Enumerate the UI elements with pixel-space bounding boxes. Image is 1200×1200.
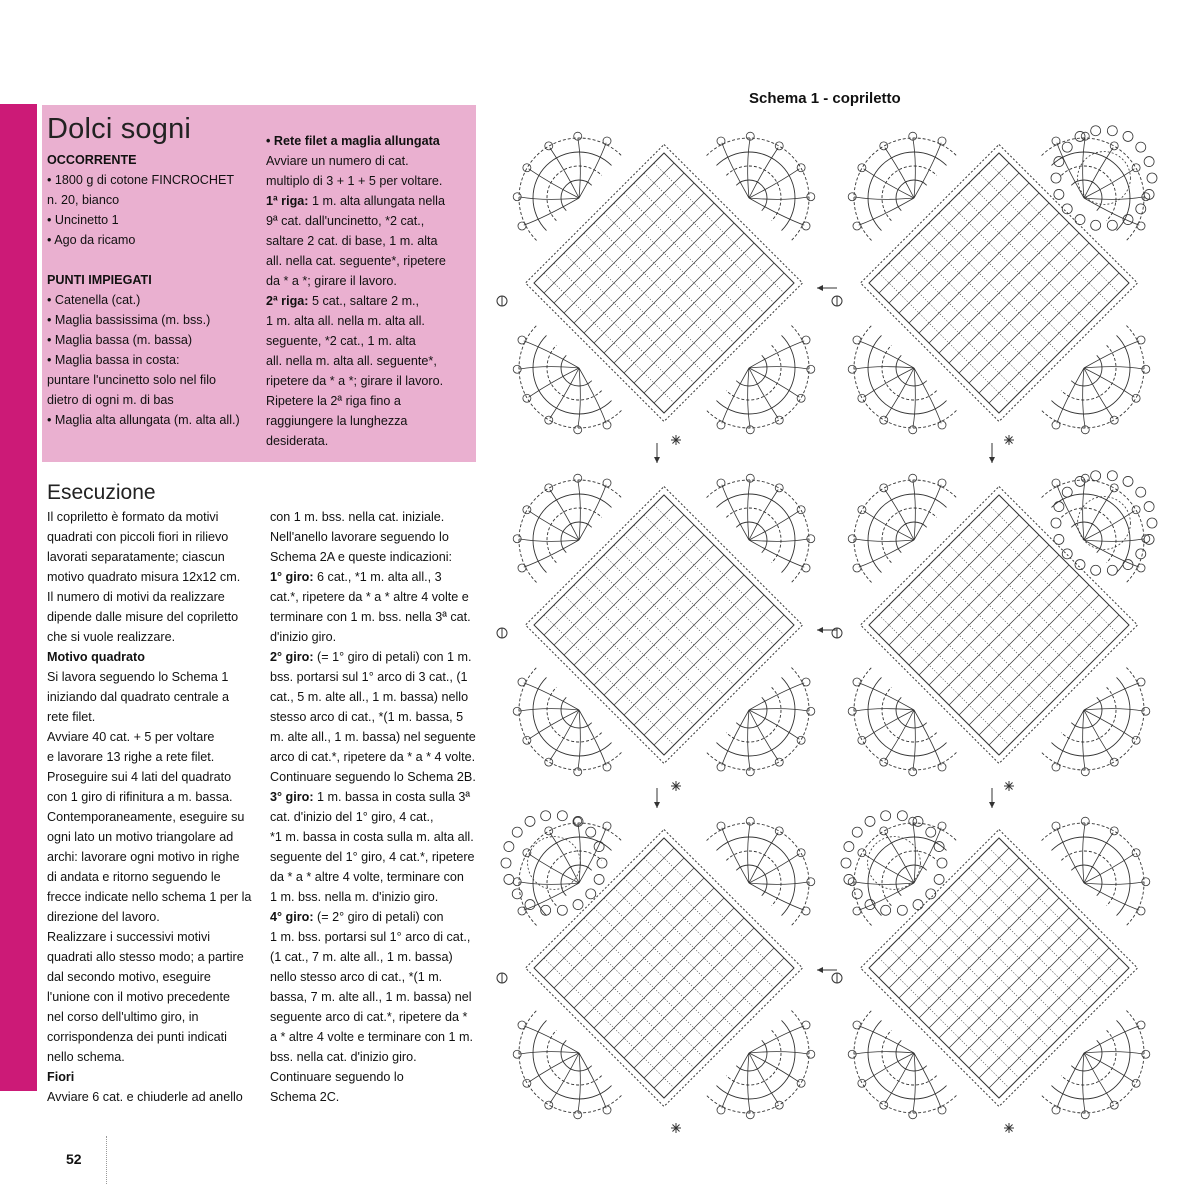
lace-arch-motif	[825, 323, 960, 458]
text-line	[270, 787, 476, 807]
lace-arch-motif	[825, 794, 960, 929]
line-text: seguente arco di cat.*, ripetere da *	[270, 1010, 468, 1024]
line-text: dipende dalle misure del copriletto	[47, 610, 239, 624]
text-line	[270, 887, 476, 907]
line-text: 9ª cat. dall'uncinetto, *2 cat.,	[266, 214, 425, 228]
line-text: nello schema.	[47, 1050, 125, 1064]
text-line	[270, 627, 476, 647]
line-text: terminare con 1 m. bss. nella 3ª cat.	[270, 610, 471, 624]
text-line	[270, 567, 476, 587]
text-line	[47, 827, 251, 847]
text-line	[270, 507, 476, 527]
square-motif	[861, 830, 1138, 1107]
star-mark	[671, 435, 681, 445]
page-divider	[106, 1136, 107, 1184]
esecuzione-left-column	[47, 507, 251, 1107]
direction-arrow	[817, 627, 837, 633]
direction-arrow	[654, 788, 660, 808]
text-line	[266, 311, 446, 331]
text-line	[266, 211, 446, 231]
direction-arrow	[817, 967, 837, 973]
lace-arch-motif	[1039, 118, 1170, 243]
text-line	[47, 767, 251, 787]
line-text: motivo quadrato misura 12x12 cm.	[47, 570, 241, 584]
start-mark	[497, 296, 507, 306]
line-text: (= 2° giro di petali) con	[313, 910, 444, 924]
schema-title: Schema 1 - copriletto	[749, 90, 901, 107]
text-line	[266, 431, 446, 451]
line-text: 1 m. alta all. nella m. alta all.	[266, 314, 425, 328]
line-text: rete filet.	[47, 710, 96, 724]
line-text: seguente del 1° giro, 4 cat.*, ripetere	[270, 850, 475, 864]
lace-arch-motif	[825, 1008, 960, 1143]
star-mark	[1004, 1123, 1014, 1133]
bold-label: 2ª riga:	[266, 294, 309, 308]
text-line	[270, 987, 476, 1007]
line-text: (1 cat., 7 m. alte all., 1 m. bassa)	[270, 950, 453, 964]
line-text: all. nella m. alta all. seguente*,	[266, 354, 437, 368]
lace-arch-motif	[1039, 794, 1170, 929]
text-line	[47, 1027, 251, 1047]
lace-arch-motif	[825, 118, 960, 243]
text-line: dietro di ogni m. di bas	[47, 393, 174, 407]
rete-filet-column	[266, 131, 446, 451]
line-text: Avviare 6 cat. e chiuderle ad anello	[47, 1090, 243, 1104]
bold-label: 1° giro:	[270, 570, 314, 584]
line-text: *1 m. bassa in costa sulla m. alta all.	[270, 830, 474, 844]
lace-arch-motif	[704, 665, 839, 800]
line-text: (= 1° giro di petali) con 1 m.	[313, 650, 472, 664]
occorrente-heading: OCCORRENTE	[47, 153, 137, 167]
line-text: bassa, 7 m. alte all., 1 m. bassa) nel	[270, 990, 472, 1004]
text-line	[266, 231, 446, 251]
text-line: • Catenella (cat.)	[47, 293, 141, 307]
line-text: cat., 5 m. alte all., 1 m. bassa) nello	[270, 690, 469, 704]
line-text: Contemporaneamente, eseguire su	[47, 810, 245, 824]
text-line: • Maglia bassa (m. bassa)	[47, 333, 193, 347]
text-line	[270, 1087, 476, 1107]
text-line	[47, 887, 251, 907]
text-line	[270, 1047, 476, 1067]
text-line	[266, 171, 446, 191]
lace-arch-motif	[825, 665, 960, 800]
bold-label: 1ª riga:	[266, 194, 309, 208]
line-text: bss. portarsi sul 1° arco di 3 cat., (1	[270, 670, 468, 684]
text-line	[270, 1067, 476, 1087]
line-text: che si vuole realizzare.	[47, 630, 176, 644]
line-text: stesso arco di cat., *(1 m. bassa, 5	[270, 710, 464, 724]
line-text: seguente, *2 cat., 1 m. alta	[266, 334, 416, 348]
page-edge-bar	[0, 104, 37, 1091]
crochet-chart-diagram	[494, 118, 1170, 1158]
line-text: cat.*, ripetere da * a * altre 4 volte e	[270, 590, 469, 604]
text-line	[47, 807, 251, 827]
lace-arch-motif	[1039, 1008, 1170, 1143]
text-line	[270, 907, 476, 927]
line-text: direzione del lavoro.	[47, 910, 160, 924]
text-line	[270, 547, 476, 567]
page-number: 52	[66, 1151, 82, 1167]
start-mark	[832, 628, 842, 638]
direction-arrow	[817, 285, 837, 291]
text-line	[270, 807, 476, 827]
text-line	[270, 947, 476, 967]
text-line	[270, 967, 476, 987]
line-text: a * altre 4 volte e terminare con 1 m.	[270, 1030, 473, 1044]
line-text: l'unione con il motivo precedente	[47, 990, 231, 1004]
star-mark	[671, 781, 681, 791]
text-line	[270, 1007, 476, 1027]
punti-heading: PUNTI IMPIEGATI	[47, 273, 152, 287]
line-text: Schema 2A e queste indicazioni:	[270, 550, 453, 564]
text-line	[47, 907, 251, 927]
line-text: bss. nella cat. d'inizio giro.	[270, 1050, 417, 1064]
line-text: Avviare un numero di cat.	[266, 154, 409, 168]
line-text: Schema 2C.	[270, 1090, 340, 1104]
text-line	[47, 1047, 251, 1067]
text-line	[270, 927, 476, 947]
bold-label: Motivo quadrato	[47, 650, 145, 664]
lace-arch-motif	[825, 451, 960, 586]
text-line	[270, 847, 476, 867]
line-text: Ripetere la 2ª riga fino a	[266, 394, 401, 408]
lace-arch-motif	[704, 323, 839, 458]
text-line	[270, 1027, 476, 1047]
line-text: di andata e ritorno seguendo le	[47, 870, 221, 884]
text-line	[270, 747, 476, 767]
text-line	[47, 787, 251, 807]
text-line	[270, 707, 476, 727]
bold-label: 2° giro:	[270, 650, 314, 664]
star-mark	[671, 1123, 681, 1133]
text-line	[47, 507, 251, 527]
materials-column	[47, 150, 240, 430]
lace-arch-motif	[494, 451, 624, 586]
square-motif	[526, 487, 803, 764]
text-line	[47, 567, 251, 587]
line-text: desiderata.	[266, 434, 329, 448]
square-motif	[861, 487, 1138, 764]
line-text: frecce indicate nello schema 1 per la	[47, 890, 252, 904]
line-text: Realizzare i successivi motivi	[47, 930, 211, 944]
text-line: • Maglia alta allungata (m. alta all.)	[47, 413, 240, 427]
line-text: Continuare seguendo lo	[270, 1070, 404, 1084]
square-motif	[861, 145, 1138, 422]
text-line	[266, 391, 446, 411]
text-line	[47, 647, 251, 667]
text-line	[270, 607, 476, 627]
line-text: Il numero di motivi da realizzare	[47, 590, 225, 604]
text-line	[270, 827, 476, 847]
line-text: all. nella cat. seguente*, ripetere	[266, 254, 446, 268]
line-text: quadrati allo stesso modo; a partire	[47, 950, 244, 964]
line-text: con 1 m. bss. nella cat. iniziale.	[270, 510, 445, 524]
text-line	[270, 727, 476, 747]
occorrente-list	[47, 170, 240, 250]
punti-list	[47, 290, 240, 430]
lace-arch-motif	[704, 451, 839, 586]
start-mark	[832, 296, 842, 306]
line-text: nello stesso arco di cat., *(1 m.	[270, 970, 443, 984]
line-text: 6 cat., *1 m. alta all., 3	[313, 570, 442, 584]
text-line	[266, 291, 446, 311]
line-text: 1 m. alta allungata nella	[308, 194, 445, 208]
text-line	[47, 747, 251, 767]
line-text: da * a * altre 4 volte, terminare con	[270, 870, 464, 884]
text-line	[270, 587, 476, 607]
text-line	[270, 767, 476, 787]
lace-arch-motif	[494, 665, 624, 800]
rete-instructions	[266, 151, 446, 451]
text-line	[47, 967, 251, 987]
line-text: ripetere da * a *; girare il lavoro.	[266, 374, 444, 388]
text-line	[47, 727, 251, 747]
line-text: archi: lavorare ogni motivo in righe	[47, 850, 240, 864]
square-motif	[526, 145, 803, 422]
bold-label: 4° giro:	[270, 910, 314, 924]
text-line	[47, 627, 251, 647]
text-line: • Maglia bassa in costa:	[47, 353, 180, 367]
text-line	[47, 947, 251, 967]
lace-arch-motif	[494, 323, 624, 458]
line-text: iniziando dal quadrato centrale a	[47, 690, 230, 704]
line-text: 5 cat., saltare 2 m.,	[308, 294, 420, 308]
line-text: Il copriletto è formato da motivi	[47, 510, 219, 524]
text-line	[266, 271, 446, 291]
text-line	[47, 1087, 251, 1107]
text-line	[47, 707, 251, 727]
star-mark	[1004, 435, 1014, 445]
direction-arrow	[989, 443, 995, 463]
lace-arch-motif	[704, 118, 839, 243]
text-line	[266, 191, 446, 211]
line-text: Nell'anello lavorare seguendo lo	[270, 530, 449, 544]
bold-label: Fiori	[47, 1070, 75, 1084]
text-line	[47, 667, 251, 687]
lace-arch-motif	[704, 1008, 839, 1143]
lace-arch-motif	[1039, 323, 1170, 458]
article-title: Dolci sogni	[47, 113, 192, 145]
text-line	[47, 587, 251, 607]
text-line	[266, 331, 446, 351]
esecuzione-right-column	[270, 507, 476, 1107]
line-text: dal secondo motivo, eseguire	[47, 970, 211, 984]
star-mark	[1004, 781, 1014, 791]
text-line	[47, 927, 251, 947]
text-line	[266, 151, 446, 171]
text-line	[47, 987, 251, 1007]
line-text: Si lavora seguendo lo Schema 1	[47, 670, 229, 684]
text-line: • Ago da ricamo	[47, 233, 136, 247]
start-mark	[497, 973, 507, 983]
text-line	[47, 1067, 251, 1087]
line-text: 1 m. bassa in costa sulla 3ª	[313, 790, 471, 804]
text-line	[47, 547, 251, 567]
text-line	[266, 371, 446, 391]
lace-arch-motif	[494, 794, 624, 929]
text-line: • Uncinetto 1	[47, 213, 119, 227]
text-line	[47, 847, 251, 867]
line-text: Continuare seguendo lo Schema 2B.	[270, 770, 476, 784]
esecuzione-heading: Esecuzione	[47, 481, 156, 504]
text-line	[266, 351, 446, 371]
square-motif	[526, 830, 803, 1107]
line-text: da * a *; girare il lavoro.	[266, 274, 397, 288]
line-text: con 1 giro di rifinitura a m. bassa.	[47, 790, 233, 804]
direction-arrow	[989, 788, 995, 808]
text-line	[266, 411, 446, 431]
text-line	[270, 867, 476, 887]
text-line: • Maglia bassissima (m. bss.)	[47, 313, 211, 327]
text-line	[270, 687, 476, 707]
text-line	[270, 527, 476, 547]
bold-label: 3° giro:	[270, 790, 314, 804]
text-line	[47, 607, 251, 627]
lace-arch-motif	[494, 1008, 624, 1143]
text-line	[270, 647, 476, 667]
line-text: e lavorare 13 righe a rete filet.	[47, 750, 215, 764]
direction-arrow	[654, 443, 660, 463]
line-text: corrispondenza dei punti indicati	[47, 1030, 227, 1044]
line-text: lavorati separatamente; ciascun	[47, 550, 225, 564]
text-line	[266, 251, 446, 271]
start-mark	[832, 973, 842, 983]
text-line: puntare l'uncinetto solo nel filo	[47, 373, 217, 387]
line-text: arco di cat.*, ripetere da * a * 4 volte.	[270, 750, 476, 764]
line-text: Avviare 40 cat. + 5 per voltare	[47, 730, 215, 744]
rete-heading: • Rete filet a maglia allungata	[266, 134, 440, 148]
line-text: Proseguire sui 4 lati del quadrato	[47, 770, 232, 784]
lace-arch-motif	[1039, 665, 1170, 800]
lace-arch-motif	[704, 794, 839, 929]
text-line	[47, 1007, 251, 1027]
text-line	[270, 667, 476, 687]
line-text: multiplo di 3 + 1 + 5 per voltare.	[266, 174, 443, 188]
lace-arch-motif	[494, 118, 624, 243]
line-text: 1 m. bss. nella m. d'inizio giro.	[270, 890, 439, 904]
line-text: ogni lato un motivo triangolare ad	[47, 830, 234, 844]
text-line	[47, 687, 251, 707]
line-text: quadrati con piccoli fiori in rilievo	[47, 530, 229, 544]
line-text: d'inizio giro.	[270, 630, 337, 644]
line-text: saltare 2 cat. di base, 1 m. alta	[266, 234, 438, 248]
line-text: m. alte all., 1 m. bassa) nel seguente	[270, 730, 476, 744]
line-text: 1 m. bss. portarsi sul 1° arco di cat.,	[270, 930, 471, 944]
text-line	[47, 527, 251, 547]
line-text: raggiungere la lunghezza	[266, 414, 408, 428]
line-text: nel corso dell'ultimo giro, in	[47, 1010, 199, 1024]
line-text: cat. d'inizio del 1° giro, 4 cat.,	[270, 810, 434, 824]
text-line: n. 20, bianco	[47, 193, 120, 207]
start-mark	[497, 628, 507, 638]
text-line: • 1800 g di cotone FINCROCHET	[47, 173, 235, 187]
text-line	[47, 867, 251, 887]
